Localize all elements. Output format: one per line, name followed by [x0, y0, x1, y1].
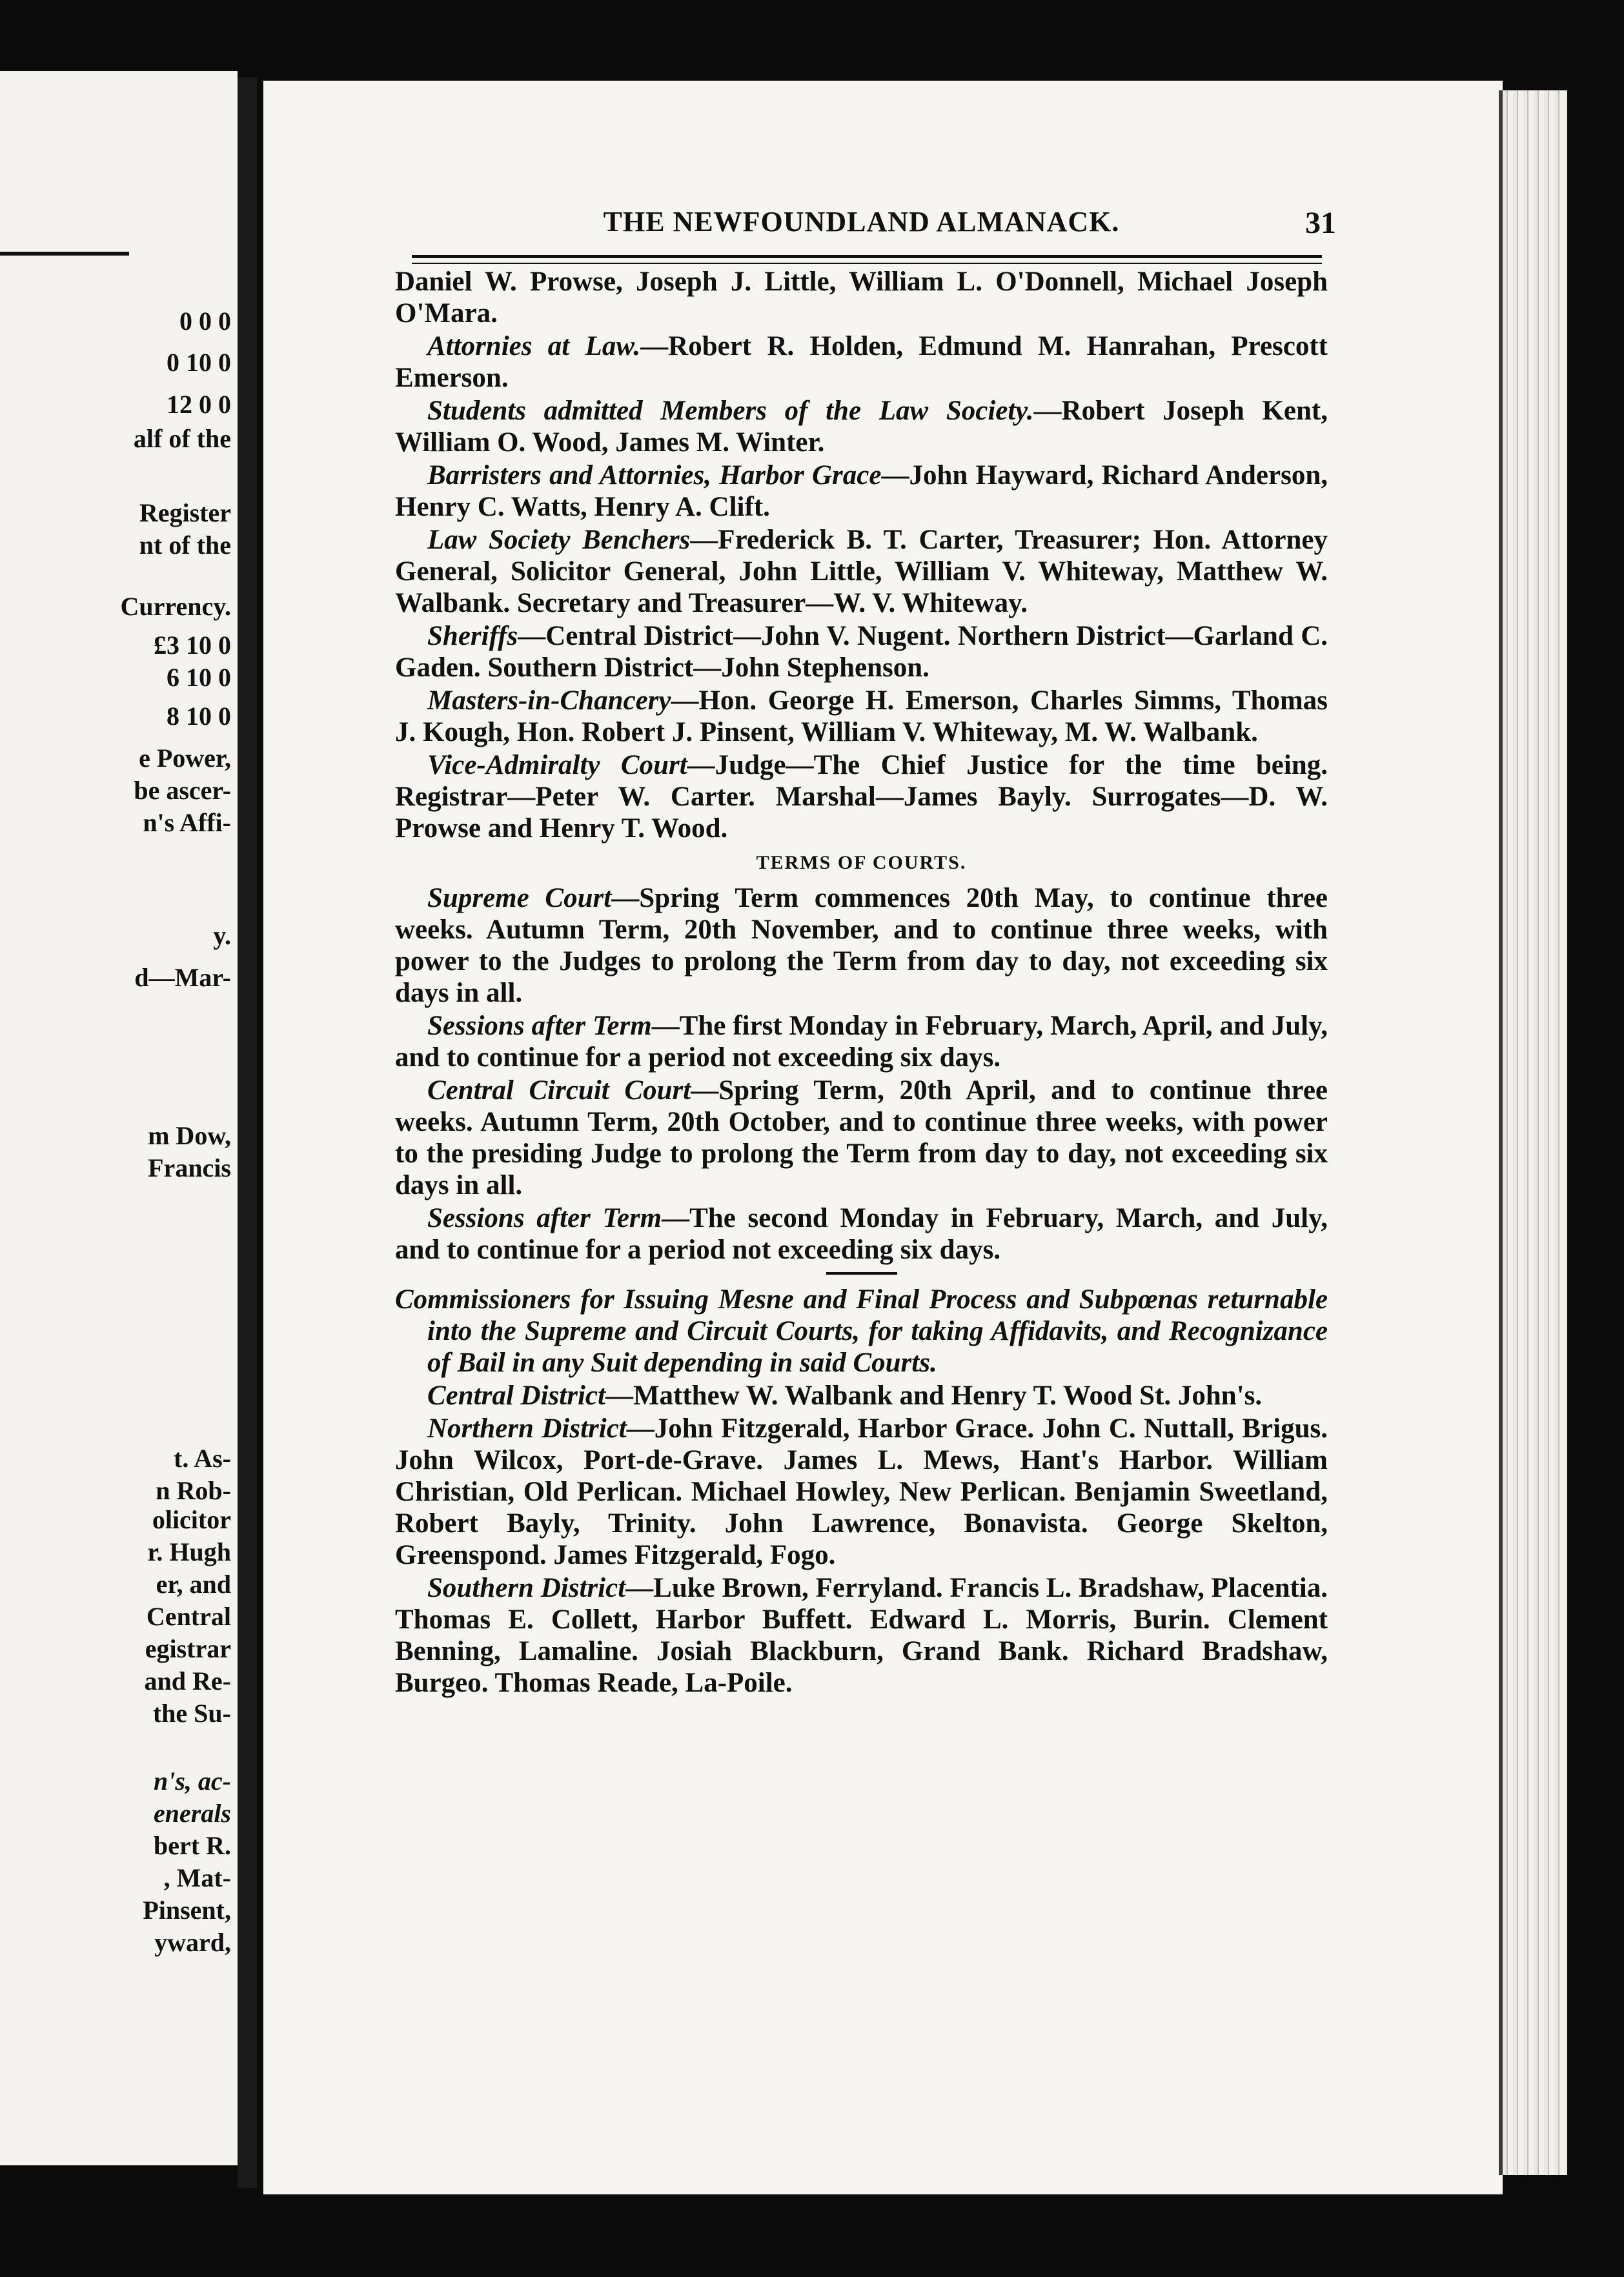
facing-page-line: Currency. [120, 592, 231, 621]
facing-page-line: n Rob- [156, 1476, 231, 1505]
officer-paragraph [395, 524, 1328, 619]
court-officers-section [395, 266, 1328, 844]
term-paragraph-label: Sessions after Term [427, 1203, 662, 1233]
facing-page-line: m Dow, [148, 1121, 231, 1150]
facing-page-line: alf of the [133, 424, 231, 453]
facing-page-line: e Power, [139, 744, 231, 773]
book-spine [238, 77, 257, 2188]
terms-heading: TERMS OF COURTS. [756, 852, 967, 873]
facing-page-left [0, 71, 238, 2165]
district-paragraph-text: —Luke Brown, Ferryland. Francis L. Bradshaw, Placentia. Thomas E. Collett, Harbor Buffett. Edward L. Morris, Burin. Clement Benning, Lamaline. Josiah Blackburn, Grand Bank. Richard Bradshaw, Burgeo. Thomas Reade, La-Poile. [395, 1573, 1328, 1698]
officer-paragraph [395, 266, 1328, 329]
facing-page-line: , Mat- [163, 1863, 231, 1892]
page-stack-edges [1503, 90, 1567, 2175]
district-paragraph-label: Southern District [427, 1573, 626, 1603]
officer-paragraph-label: Attornies at Law. [427, 331, 641, 361]
facing-page-line: nt of the [139, 531, 231, 560]
term-paragraph-label: Supreme Court [427, 883, 612, 913]
facing-page-line: r. Hugh [147, 1537, 231, 1566]
term-paragraph-text: —The second Monday in February, March, and July, and to continue for a period not exceeding six days. [395, 1203, 1328, 1265]
facing-page-line: 12 0 0 [167, 390, 231, 419]
facing-page-line: d—Mar- [134, 963, 231, 992]
terms-section [395, 882, 1328, 1266]
officer-paragraph-label: Law Society Benchers [427, 525, 691, 555]
running-title: THE NEWFOUNDLAND ALMANACK. [603, 206, 1120, 238]
term-paragraph [395, 1202, 1328, 1266]
facing-page-line: olicitor [152, 1505, 231, 1534]
district-paragraph-text: —Matthew W. Walbank and Henry T. Wood St. John's. [605, 1381, 1263, 1411]
districts-section [395, 1380, 1328, 1699]
officer-paragraph [395, 330, 1328, 394]
facing-page-line: 8 10 0 [167, 702, 231, 731]
facing-page-line: 6 10 0 [167, 663, 231, 692]
officer-paragraph-label: Vice-Admiralty Court [427, 750, 687, 780]
district-paragraph [395, 1572, 1328, 1699]
section-divider [826, 1272, 897, 1275]
district-paragraph [395, 1413, 1328, 1571]
term-paragraph-label: Sessions after Term [427, 1011, 652, 1041]
term-paragraph [395, 1075, 1328, 1201]
facing-page-line: 0 0 0 [179, 307, 231, 336]
officer-paragraph [395, 460, 1328, 523]
commissioners-heading: Commissioners for Issuing Mesne and Final Process and Subpœnas returnable into the Supreme and Circuit Courts, for taking Affidavits, and Recognizance of Bail in any Suit depending in said Courts. [395, 1284, 1328, 1378]
district-paragraph-text: —John Fitzgerald, Harbor Grace. John C. Nuttall, Brigus. John Wilcox, Port-de-Grave. James L. Mews, Hant's Harbor. William Christian, Old Perlican. Michael Howley, New Perlican. Benjamin Sweetland, Robert Bayly, Trinity. John Lawrence, Bonavista. George Skelton, Greenspond. James Fitzgerald, Fogo. [395, 1413, 1328, 1570]
officer-paragraph [395, 395, 1328, 458]
officer-paragraph [395, 685, 1328, 748]
officer-paragraph-label: Masters-in-Chancery [427, 685, 671, 716]
officer-paragraph-text: —Robert R. Holden, Edmund M. Hanrahan, Prescott Emerson. [395, 331, 1328, 393]
header-rule [412, 255, 1322, 258]
district-paragraph [395, 1380, 1328, 1412]
facing-page-rule [0, 252, 129, 256]
page-number: 31 [1305, 206, 1336, 240]
facing-page-line: n's, ac- [154, 1766, 231, 1796]
term-paragraph-text: —Spring Term, 20th April, and to continue three weeks. Autumn Term, 20th October, and to continue three weeks, with power to the presiding Judge to prolong the Term from day to day, not exceeding six days in all. [395, 1075, 1328, 1200]
header-rule-thin [412, 263, 1322, 264]
facing-page-line: y. [213, 921, 231, 950]
officer-paragraph-text: —Judge—The Chief Justice for the time being. Registrar—Peter W. Carter. Marshal—James Bayly. Surrogates—D. W. Prowse and Henry T. Wood. [395, 750, 1328, 844]
district-paragraph-label: Northern District [427, 1413, 627, 1444]
facing-page-line: the Su- [152, 1699, 231, 1728]
officer-paragraph-text: —Hon. George H. Emerson, Charles Simms, Thomas J. Kough, Hon. Robert J. Pinsent, William V. Whiteway, M. W. Walbank. [395, 685, 1328, 747]
facing-page-line: and Re- [144, 1666, 231, 1695]
facing-page-line: Register [139, 498, 231, 527]
officer-paragraph-label: Students admitted Members of the Law Society. [427, 396, 1034, 426]
facing-page-line: £3 10 0 [154, 631, 231, 660]
facing-page-line: enerals [154, 1799, 231, 1828]
term-paragraph [395, 1010, 1328, 1073]
officer-paragraph-text: —Central District—John V. Nugent. Northern District—Garland C. Gaden. Southern District—John Stephenson. [395, 621, 1328, 683]
officer-paragraph [395, 749, 1328, 844]
officer-paragraph-label: Sheriffs [427, 621, 518, 651]
term-paragraph-label: Central Circuit Court [427, 1075, 691, 1106]
officer-paragraph-label: Barristers and Attornies, Harbor Grace [427, 460, 882, 491]
term-paragraph [395, 882, 1328, 1009]
facing-page-line: yward, [154, 1928, 231, 1957]
term-paragraph-text: —Spring Term commences 20th May, to continue three weeks. Autumn Term, 20th November, and to continue three weeks, with power to the Judges to prolong the Term from day to day, not exceeding six days in all. [395, 883, 1328, 1008]
facing-page-line: er, and [156, 1570, 231, 1599]
facing-page-line: be ascer- [134, 776, 231, 805]
facing-page-line: Francis [148, 1153, 231, 1182]
officer-paragraph-text: —Frederick B. T. Carter, Treasurer; Hon. Attorney General, Solicitor General, John Little, William V. Whiteway, Matthew W. Walbank. Secretary and Treasurer—W. V. Whiteway. [395, 525, 1328, 618]
facing-page-line: Central [146, 1602, 231, 1631]
facing-page-line: Pinsent, [143, 1896, 231, 1925]
page-body [395, 266, 1328, 1700]
term-paragraph-text: —The first Monday in February, March, April, and July, and to continue for a period not exceeding six days. [395, 1011, 1328, 1073]
facing-page-line: n's Affi- [143, 808, 231, 837]
officer-paragraph-text: —Robert Joseph Kent, William O. Wood, James M. Winter. [395, 396, 1328, 458]
officer-paragraph [395, 620, 1328, 683]
facing-page-line: egistrar [145, 1634, 231, 1663]
facing-page-line: 0 10 0 [167, 348, 231, 377]
officer-paragraph-text: —John Hayward, Richard Anderson, Henry C. Watts, Henry A. Clift. [395, 460, 1328, 522]
facing-page-line: bert R. [154, 1831, 231, 1860]
facing-page-line: t. As- [174, 1444, 231, 1473]
district-paragraph-label: Central District [427, 1381, 605, 1411]
officer-paragraph-text: Daniel W. Prowse, Joseph J. Little, William L. O'Donnell, Michael Joseph O'Mara. [395, 267, 1328, 329]
